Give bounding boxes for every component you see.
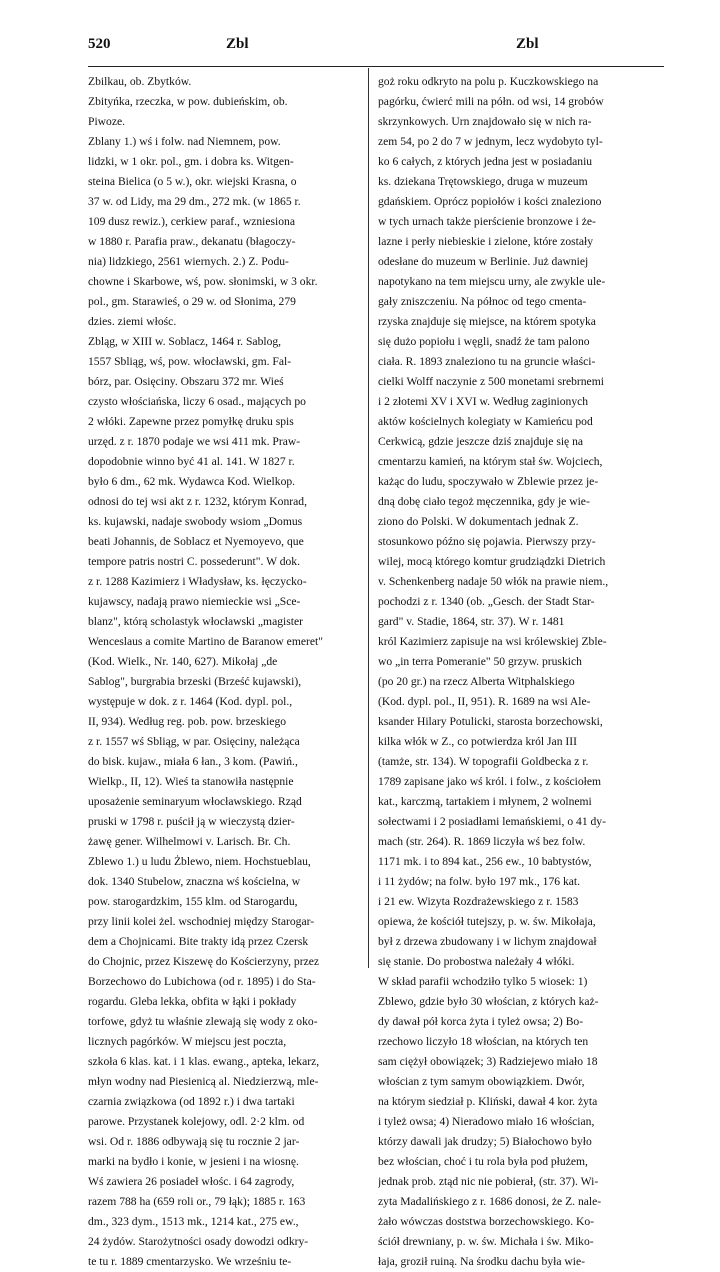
text-line: cmentarzu kamień, na którym stał św. Wojciech, [378,455,603,468]
text-line: się stanie. Do probostwa należały 4 włóki. [378,955,575,968]
text-line: Zbląg, w XIII w. Soblacz, 1464 r. Sablog, [88,335,282,348]
text-line: (Kod. Wielk., Nr. 140, 627). Mikołaj „de [88,655,278,668]
text-line: opiewa, że kościół tutejszy, p. w. św. Mikołaja, [378,915,596,928]
text-line: pochodzi z r. 1340 (ob. „Gesch. der Stadt Star- [378,595,595,608]
text-line: 109 dusz rewiz.), cerkiew paraf., wzniesiona [88,215,295,228]
text-line: czarnia związkowa (od 1892 r.) i dwa tartaki [88,1095,295,1108]
text-line: (Kod. dypl. pol., II, 951). R. 1689 na wsi Ale- [378,695,591,708]
text-line: 1789 zapisane jako wś król. i folw., z kościołem [378,775,602,788]
text-line: Borzechowo do Lubichowa (od r. 1895) i do Sta- [88,975,316,988]
running-head-left: Zbl [226,36,249,52]
text-line: włościan z tym samym obowiązkiem. Dwór, [378,1075,585,1088]
text-line: nia) lidzkiego, 2561 wiernych. 2.) Z. Podu- [88,255,289,268]
text-line: W skład parafii wchodziło tylko 5 wiosek: 1) [378,975,588,988]
text-line: w 1880 r. Parafia praw., dekanatu (błagoczy- [88,235,296,248]
text-line: gard" v. Stadie, 1864, str. 37). W r. 1481 [378,615,565,628]
text-line: Sablog", burgrabia brzeski (Brześć kujawski), [88,675,302,688]
text-line: gdańskiem. Oprócz popiołów i kości znaleziono [378,195,602,208]
text-line: ściół drewniany, p. w. św. Michała i św. Miko- [378,1235,594,1248]
text-line: na którym siedział p. Kliński, dawał 4 kor. żyta [378,1095,598,1108]
text-line: dopodobnie winno być 41 al. 141. W 1827 r. [88,455,295,468]
text-line: mach (str. 264). R. 1869 liczyła wś bez folw. [378,835,586,848]
text-line: wilej, mocą którego komtur grudziądzki Dietrich [378,555,606,568]
text-line: wo „in terra Pomeranie" 50 grzyw. pruskich [378,655,582,668]
text-line: stosunkowo późno się pojawia. Pierwszy przy- [378,535,596,548]
text-line: do Chojnic, przez Kiszewę do Kościerzyny, przez [88,955,320,968]
text-line: Wenceslaus a comite Martino de Baranow emeret" [88,635,323,648]
text-line: żawę gener. Wilhelmowi v. Larisch. Br. Ch. [88,835,291,848]
text-line: rzyska znajduje się miejsce, na którem spotyka [378,315,596,328]
text-line: pol., gm. Starawieś, o 29 w. od Słonima, 279 [88,295,296,308]
text-line: kat., karczmą, tartakiem i młynem, 2 wolnemi [378,795,592,808]
text-line: parowe. Przystanek kolejowy, odl. 2·2 klm. od [88,1115,305,1128]
text-line: marki na bydło i konie, w jesieni i na wiosnę. [88,1155,299,1168]
text-line: z r. 1288 Kazimierz i Władysław, ks. łęczycko- [88,575,307,588]
text-line: ks. kujawski, nadaje swobody wsiom „Domus [88,515,303,528]
text-line: (tamże, str. 134). W topografii Goldbecka z r. [378,755,589,768]
text-line: sam ciężył obowiązek; 3) Radziejewo miało 18 [378,1055,598,1068]
text-line: łaja, groził ruiną. Na środku dachu była wie- [378,1255,586,1268]
text-line: Piwoze. [88,115,126,128]
text-line: beati Johannis, de Soblacz et Nyemoyevo, que [88,535,304,548]
text-line: odesłane do muzeum w Berlinie. Już dawniej [378,255,589,268]
text-line: i 2 złotemi XV i XVI w. Według zaginionych [378,395,589,408]
text-line: ciała. R. 1893 znaleziono tu na gruncie właści- [378,355,596,368]
left-column [88,72,366,1272]
text-line: Zblany 1.) wś i folw. nad Niemnem, pow. [88,135,281,148]
text-line: pruski w 1798 r. puścił ją w wieczystą dzier- [88,815,295,828]
text-line: jednak prob. ztąd nic nie pobierał, (str. 37). Wi- [378,1175,599,1188]
text-line: był z drzewa zbudowany i w lichym znajdował [378,935,597,948]
text-line: ziono do Polski. W dokumentach jednak Z. [378,515,579,528]
text-line: młyn wodny nad Piesienicą al. Niedzierzwą, mle- [88,1075,319,1088]
text-line: razem 788 ha (659 roli or., 79 łąk); 1885 r. 163 [88,1195,306,1208]
text-line: rogardu. Gleba lekka, obfita w łąki i pokłady [88,995,297,1008]
text-line: w tych urnach także pierścienie bronzowe i że- [378,215,596,228]
text-line: pow. starogardzkim, 155 klm. od Starogardu, [88,895,298,908]
text-line: się dużo popiołu i węgli, snadź że tam palono [378,335,590,348]
text-line: Zblewo 1.) u ludu Żblewo, niem. Hochstueblau, [88,855,311,868]
text-line: 1171 mk. i to 894 kat., 256 ew., 10 babtystów, [378,855,592,868]
text-line: sołectwami i 2 posiadłami lemańskiemi, o 41 dy- [378,815,606,828]
text-line: dm., 323 dym., 1513 mk., 1214 kat., 275 ew., [88,1215,299,1228]
text-line: cielki Wolff naczynie z 500 monetami srebrnemi [378,375,604,388]
page-number: 520 [88,36,111,52]
text-line: bórz, par. Osięciny. Obszaru 372 mr. Wieś [88,375,284,388]
text-line: (po 20 gr.) na rzecz Alberta Witphalskiego [378,675,575,688]
text-line: dy dawał pół korca żyta i tyleż owsa; 2) Bo- [378,1015,584,1028]
text-line: tempore patris nostri C. possederunt". W dok. [88,555,300,568]
text-line: lazne i perły niebieskie i zielone, które zostały [378,235,594,248]
text-line: pagórku, ćwierć mili na półn. od wsi, 14 grobów [378,95,604,108]
text-line: napotykano na tem miejscu urny, ale zwykle ule- [378,275,606,288]
text-line: czysto włościańska, liczy 6 osad., mających po [88,395,306,408]
text-line: którzy dawali jak drudzy; 5) Białochowo było [378,1135,592,1148]
text-line: wsi. Od r. 1886 odbywają się tu rocznie 2 jar- [88,1135,300,1148]
text-line: przy linii kolei żel. wschodniej między Starogar- [88,915,315,928]
text-line: występuje w dok. z r. 1464 (Kod. dypl. pol., [88,695,293,708]
text-line: uposażenie seminaryum włocławskiego. Rząd [88,795,302,808]
text-line: torfowe, gdyż tu właśnie zlewają się wody z oko- [88,1015,318,1028]
text-line: Zbityńka, rzeczka, w pow. dubieńskim, ob. [88,95,288,108]
text-line: było 6 dm., 62 mk. Wydawca Kod. Wielkop. [88,475,296,488]
text-line: urzęd. z r. 1870 podaje we wsi 411 mk. Praw- [88,435,301,448]
text-line: v. Schenkenberg nadaje 50 włók na prawie niem., [378,575,609,588]
text-line: 2 włóki. Zapewne przez pomyłkę druku spis [88,415,294,428]
text-line: 1557 Sbliąg, wś, pow. włocławski, gm. Fal- [88,355,292,368]
text-line: steina Bielica (o 5 w.), okr. wiejski Krasna, o [88,175,297,188]
text-line: lidzki, w 1 okr. pol., gm. i dobra ks. Witgen- [88,155,294,168]
text-line: Zbilkau, ob. Zbytków. [88,75,192,88]
text-line: odnosi do tej wsi akt z r. 1232, którym Konrad, [88,495,307,508]
text-line: każąc do ludu, spoczywało w Zblewie przez je- [378,475,599,488]
text-line: Zblewo, gdzie było 30 włościan, z których każ- [378,995,599,1008]
text-line: zyta Madalińskiego z r. 1686 donosi, że Z. nale- [378,1195,602,1208]
text-line: i 11 żydów; na folw. było 197 mk., 176 kat. [378,875,581,888]
text-line: te tu r. 1889 cmentarzysko. We wrześniu te- [88,1255,292,1268]
text-line: król Kazimierz zapisuje na wsi królewskiej Zble- [378,635,607,648]
text-line: do bisk. kujaw., miała 6 łan., 3 kom. (Pawiń., [88,755,298,768]
text-line: bez włościan, choć i tu rola była pod płużem, [378,1155,588,1168]
text-line: ks. dziekana Trętowskiego, druga w muzeum [378,175,588,188]
text-line: żało wówczas doststwa borzechowskiego. Ko- [378,1215,595,1228]
text-line: chowne i Skarbowe, wś, pow. słonimski, w 3 okr. [88,275,318,288]
text-line: skrzynkowych. Urn znajdowało się w nich ra- [378,115,592,128]
text-line: gały zniszczeniu. Na północ od tego cmentа- [378,295,587,308]
text-line: kujawscy, nadają prawo niemieckie wsi „Sce- [88,595,301,608]
header-rule [88,66,664,67]
text-line: II, 934). Według reg. pob. pow. brzeskiego [88,715,287,728]
text-line: Wielkp., II, 12). Wieś ta stanowiła następnie [88,775,294,788]
text-line: rzechowo liczyło 18 włościan, na których ten [378,1035,589,1048]
text-line: ksander Hilary Potulicki, starosta borzechowski, [378,715,603,728]
text-line: Cerkwicą, gdzie jeszcze dziś znajduje się na [378,435,584,448]
text-line: dem a Chojnicami. Bite trakty idą przez Czersk [88,935,309,948]
text-line: dzies. ziemi włośc. [88,315,177,328]
text-line: kilka włók w Z., co potwierdza król Jan III [378,735,577,748]
right-column [378,72,656,1272]
text-line: licznych pagórków. W miejscu jest poczta, [88,1035,287,1048]
text-line: dną dobę ciało tegoż męczennika, gdy je wie- [378,495,590,508]
text-line: szkoła 6 klas. kat. i 1 klas. ewang., apteka, lekarz, [88,1055,320,1068]
text-line: blanz", którą scholastyk włocławski „magister [88,615,303,628]
text-line: i 21 ew. Wizyta Rozdrażewskiego z r. 1583 [378,895,579,908]
column-divider [368,68,369,968]
text-line: ko 6 całych, z których jedna jest w posiadaniu [378,155,593,168]
text-line: goż roku odkryto na polu p. Kuczkowskiego na [378,75,599,88]
text-line: z r. 1557 wś Sbliąg, w par. Osięciny, należąca [88,735,300,748]
text-line: aktów kościelnych kolegiaty w Kamieńcu pod [378,415,593,428]
text-line: 24 żydów. Starożytności osady dowodzi odkry- [88,1235,309,1248]
text-line: i tyleż owsa; 4) Nieradowo miało 16 włościan, [378,1115,595,1128]
text-line: dok. 1340 Stubelow, znaczna wś kościelna, w [88,875,301,888]
text-line: 37 w. od Lidy, ma 29 dm., 272 mk. (w 1865 r. [88,195,301,208]
text-line: Wś zawiera 26 posiadeł włośc. i 64 zagrody, [88,1175,295,1188]
text-line: zem 54, po 2 do 7 w jednym, lecz wydobyto tyl- [378,135,603,148]
running-head-right: Zbl [516,36,539,52]
